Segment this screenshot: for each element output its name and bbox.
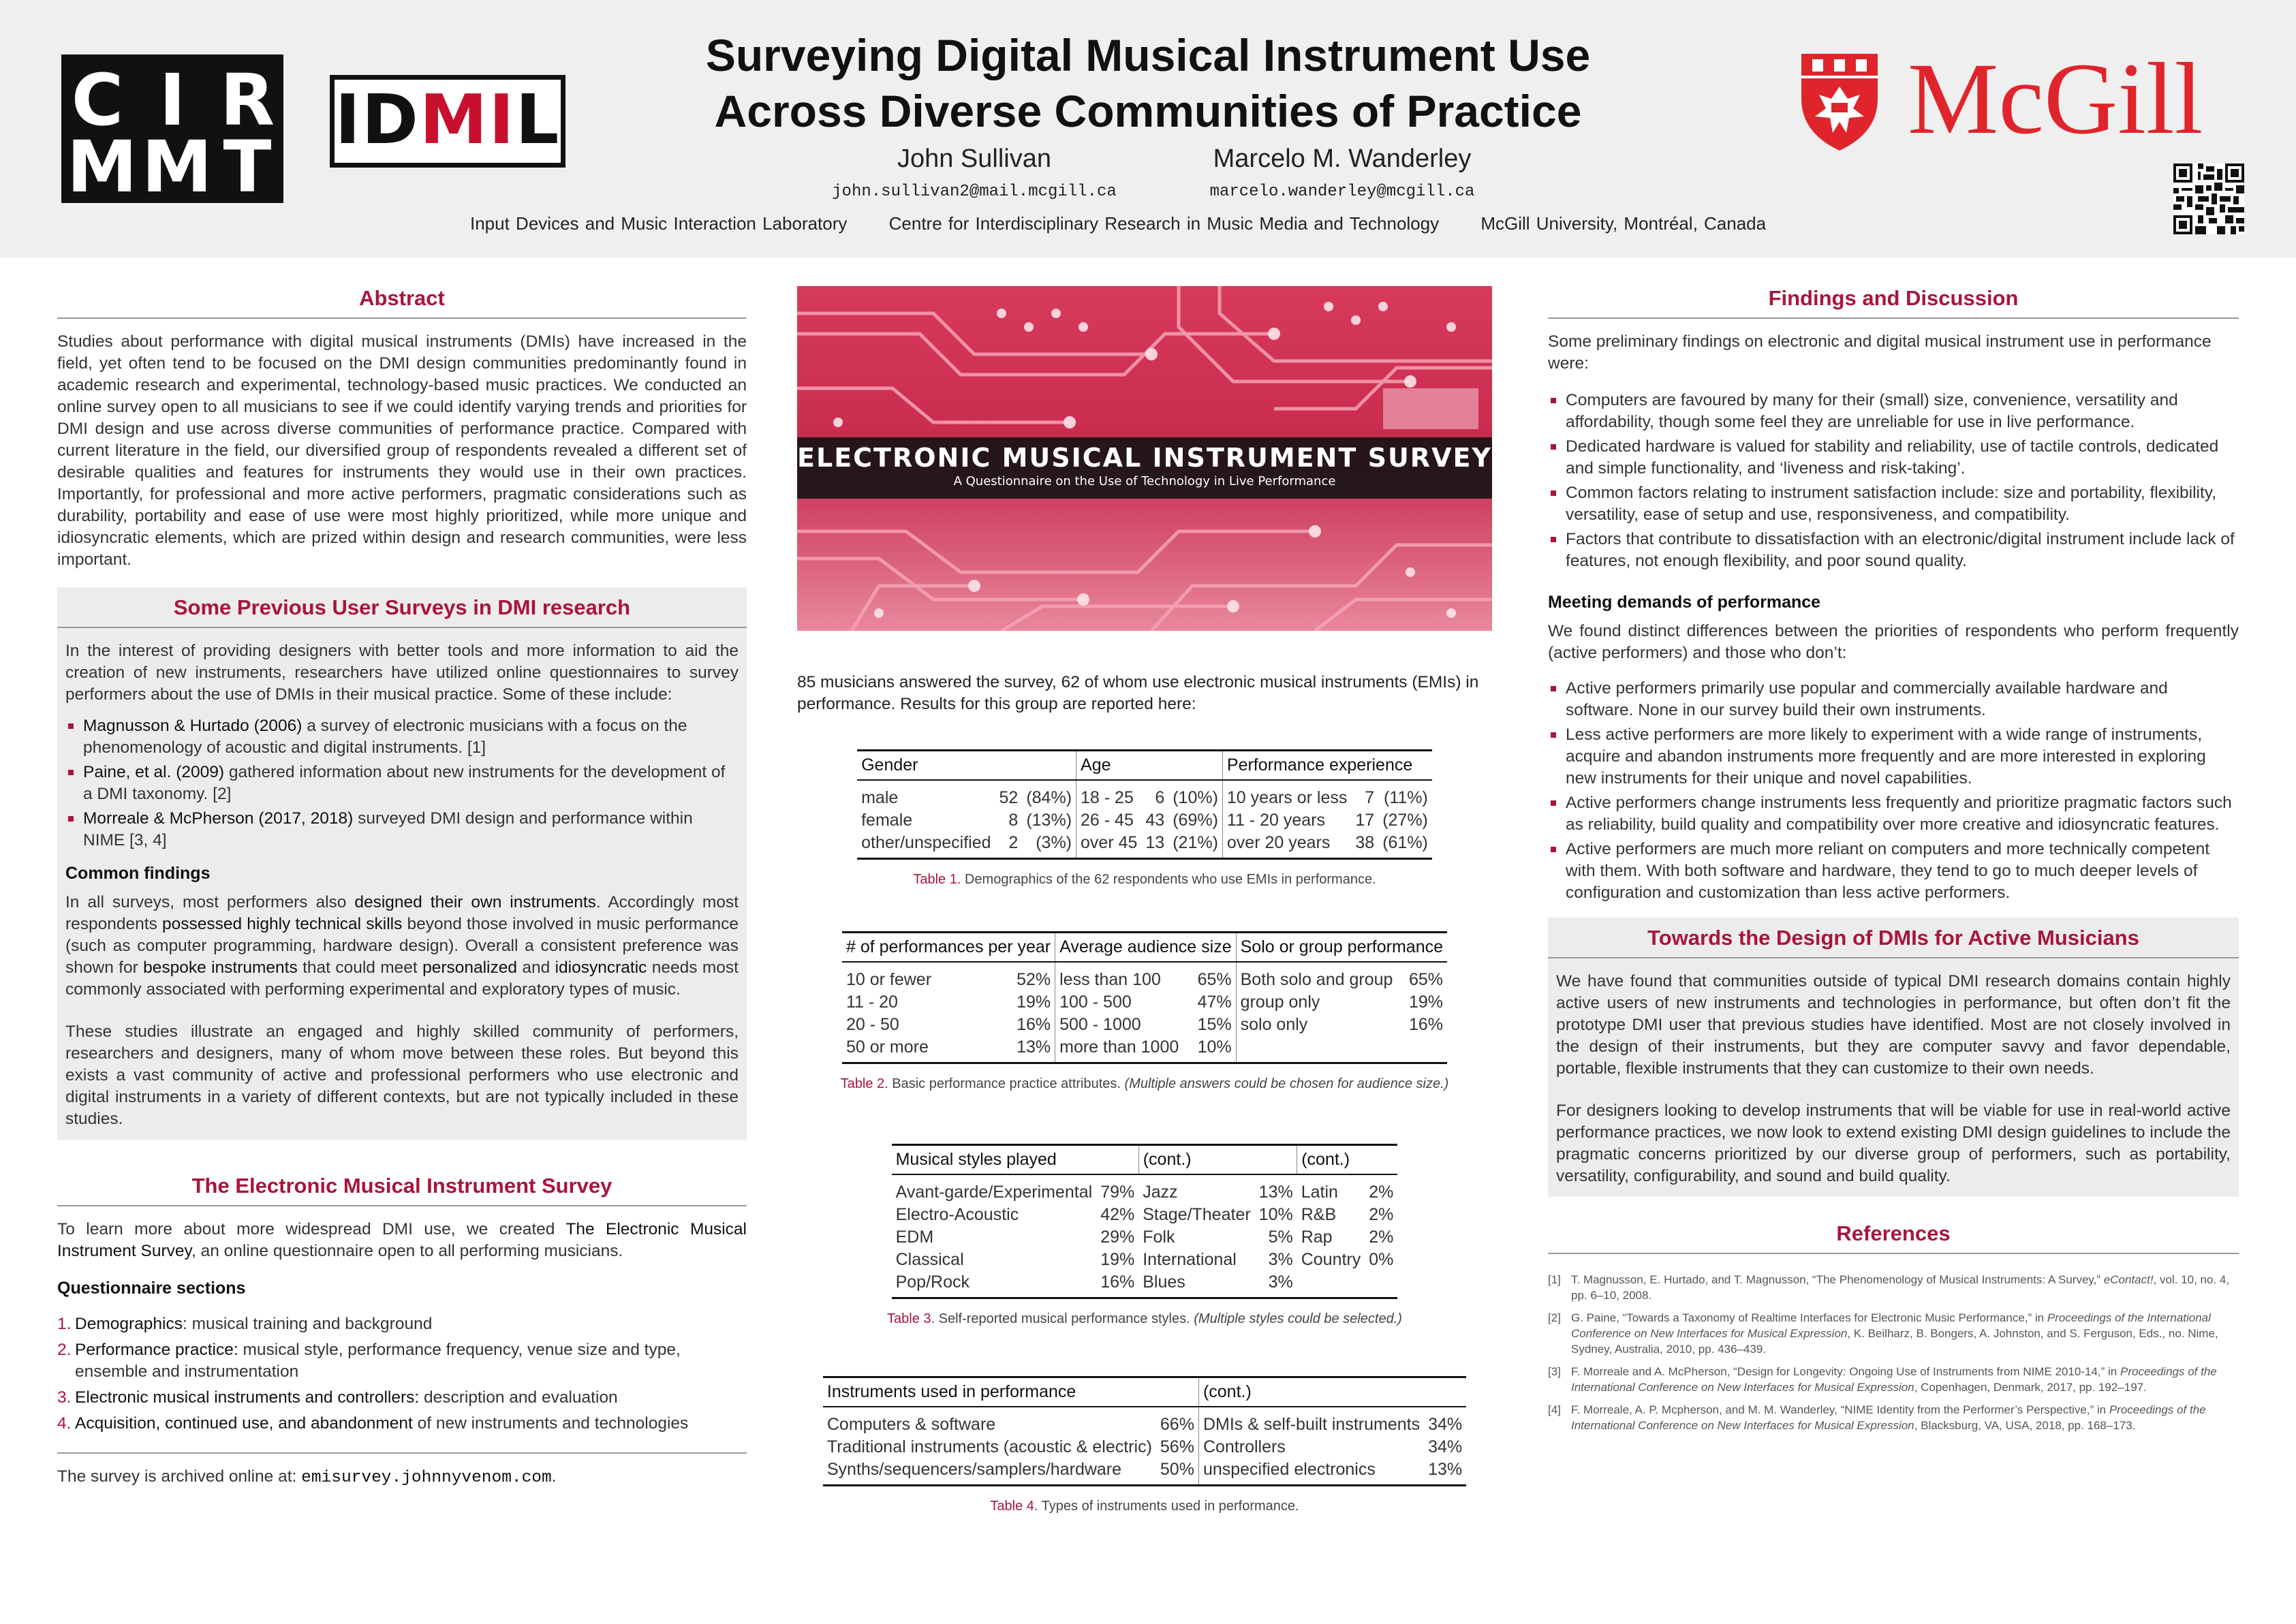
towards-paragraph: For designers looking to develop instruments that will be viable for use in real-world active performance practices, we now look to extend existing DMI design guidelines to include the pragmatic concerns prioritized by our diverse group of performers, such as portability, versatility, configurability, and sound and build quality. xyxy=(1556,1102,2231,1185)
list-item: Computers are favoured by many for their (small) size, convenience, versatility and affordability, though some feel they are unreliable for use in live performance. xyxy=(1548,390,2239,433)
section-title: Abstract xyxy=(57,286,747,319)
table-row: female 8 (13%) 26 - 45 43 (69%) 11 - 20 years 17 (27%) xyxy=(857,809,1432,832)
table-row: 11 - 20 19% 100 - 500 47% group only 19% xyxy=(842,991,1447,1014)
mcgill-wordmark: McGill xyxy=(1908,42,2203,155)
author-email: john.sullivan2@mail.mcgill.ca xyxy=(832,183,1117,201)
table-header: (cont.) xyxy=(1198,1377,1466,1407)
references-section xyxy=(1548,1221,2239,1433)
list-item: Dedicated hardware is valued for stability and reliability, use of tactile controls, dedicated and simple functionality, and ‘liveness and risk-taking’. xyxy=(1548,436,2239,480)
archive-link[interactable]: emisurvey.johnnyvenom.com xyxy=(301,1469,552,1487)
section-title: References xyxy=(1548,1221,2239,1254)
abstract-text: Studies about performance with digital musical instruments (DMIs) have increased in the field, yet often tend to be focused on the DMI design communities predominantly found in academic research and experimental, technology-based music practices. We conducted an online survey open to all musicians to see if we could identify varying trends and priorities for DMI design and use across diverse communities of performance practice. Compared with current literature in the field, our diversified group of respondents revealed a different set of desirable qualities and features for instruments they would use in their own practices. Importantly, for professional and more active performers, pragmatic considerations such as durability, portability and ease of use were most highly prioritized, while more unique and idiosyncratic elements, which are prized within design and research communities, were less important. xyxy=(57,332,747,569)
affiliation: Centre for Interdisciplinary Research in Music Media and Technology xyxy=(888,213,1440,234)
table-caption: Table 3. Self-reported musical performance styles. (Multiple styles could be selected.) xyxy=(887,1311,1402,1326)
table-row: Traditional instruments (acoustic & electric) 56% Controllers 34% xyxy=(823,1436,1466,1458)
list-item: 3. Electronic musical instruments and controllers: description and evaluation xyxy=(57,1388,618,1407)
common-findings-title: Common findings xyxy=(65,864,211,883)
list-item: Common factors relating to instrument satisfaction include: size and portability, flexibility, versatility, ease of setup and use, responsiveness, and compatibility. xyxy=(1548,482,2239,526)
table-4 xyxy=(823,1376,1466,1486)
survey-archive: The survey is archived online at: emisurvey.johnnyvenom.com. xyxy=(57,1452,747,1489)
reference-item: [3] F. Morreale and A. McPherson, “Design for Longevity: Ongoing Use of Instruments from NIME 2010-14,” in Proceedings of the International Conference on New Interfaces for Musical Expression, Copenhagen, Denmark, 2017, pp. 192–197. xyxy=(1548,1365,2217,1394)
questionnaire-list xyxy=(57,1313,747,1435)
table-2 xyxy=(842,931,1447,1064)
questionnaire-title: Questionnaire sections xyxy=(57,1279,246,1298)
towards-paragraph: We have found that communities outside of typical DMI research domains contain highly active users of new instruments and technologies in performance, but often don’t fit the prototype DMI user that previous studies have identified. Most are not closely involved in the design of their instruments, but they are computer savvy and favor dependable, portable, flexible instruments that they can customize to their own needs. xyxy=(1556,972,2231,1078)
findings-list xyxy=(1548,390,2239,572)
list-item: Factors that contribute to dissatisfaction with an electronic/digital instrument include lack of features, not enough flexibility, and poor sound quality. xyxy=(1548,529,2239,572)
title-line-2: Across Diverse Communities of Practice xyxy=(714,86,1582,136)
survey-banner-title: ELECTRONIC MUSICAL INSTRUMENT SURVEY xyxy=(797,443,1492,473)
cirmmt-letter: C xyxy=(71,59,124,142)
table-row: 50 or more 13% more than 1000 10% xyxy=(842,1036,1447,1063)
previous-closing: These studies illustrate an engaged and highly skilled community of performers, researchers and designers, many of whom move between these roles. But beyond this exists a vast community of active and professional performers who use electronic and digital instruments in a variety of different contexts, but are not typically included in these studies. xyxy=(65,1022,739,1128)
findings-section xyxy=(1548,286,2239,904)
table-header: Instruments used in performance xyxy=(823,1377,1199,1407)
survey-banner-overlay xyxy=(797,437,1492,499)
cirmmt-letter: M xyxy=(142,125,213,208)
survey-intro: To learn more about more widespread DMI use, we created The Electronic Musical Instrument Survey, an online questionnaire open to all performing musicians. xyxy=(57,1220,747,1260)
table-header: Gender xyxy=(857,751,1076,781)
title-line-1: Surveying Digital Musical Instrument Use xyxy=(705,30,1591,80)
table-2-block xyxy=(797,931,1492,1092)
list-item: Less active performers are more likely to experiment with a wide range of instruments, acquire and abandon instruments more frequently and are more interested in exploring new instruments for their unique and novel capabilities. xyxy=(1548,724,2239,790)
table-row: Classical 19% International 3% Country 0% xyxy=(895,1250,1394,1269)
list-item: Active performers change instruments less frequently and prioritize pragmatic factors such as reliability, build quality and compatibility over more creative and idiosyncratic features. xyxy=(1548,792,2239,836)
previous-surveys-section xyxy=(57,587,747,1140)
qr-code-icon[interactable] xyxy=(2173,163,2244,234)
towards-design-section xyxy=(1548,918,2239,1197)
column-center xyxy=(797,286,1492,1514)
affiliation: Input Devices and Music Interaction Laboratory xyxy=(470,213,848,234)
section-title: The Electronic Musical Instrument Survey xyxy=(57,1174,747,1206)
table-row: Avant-garde/Experimental 79% Jazz 13% Latin 2% xyxy=(895,1183,1394,1202)
table-header: Performance experience xyxy=(1222,751,1431,781)
meeting-demands-list xyxy=(1548,678,2239,904)
list-item: Morreale & McPherson (2017, 2018) surveyed DMI design and performance within NIME [3, 4] xyxy=(65,808,739,852)
list-item: Active performers primarily use popular and commercially available hardware and software. None in our survey build their own instruments. xyxy=(1548,678,2239,721)
table-3-block xyxy=(797,1144,1492,1327)
table-header: # of performances per year xyxy=(842,933,1055,963)
survey-section xyxy=(57,1174,747,1489)
poster-header xyxy=(0,0,2296,257)
table-1-block xyxy=(797,749,1492,888)
table-header: (cont.) xyxy=(1297,1145,1398,1175)
reference-item: [1] T. Magnusson, E. Hurtado, and T. Magnusson, “The Phenomenology of Musical Instruments: A Survey,” eContact!, vol. 10, no. 4, pp. 6–10, 2008. xyxy=(1548,1273,2230,1302)
mcgill-shield-icon xyxy=(1799,51,1880,153)
table-row: other/unspecified 2 (3%) over 45 13 (21%) over 20 years 38 (61%) xyxy=(857,832,1432,859)
meeting-demands-title: Meeting demands of performance xyxy=(1548,593,1821,612)
cirmmt-letter: T xyxy=(223,125,272,208)
table-row: 20 - 50 16% 500 - 1000 15% solo only 16% xyxy=(842,1014,1447,1036)
author-name: Marcelo M. Wanderley xyxy=(1213,144,1472,173)
table-caption: Table 4. Types of instruments used in performance. xyxy=(990,1499,1299,1514)
list-item: Active performers are much more reliant on computers and more technically competent with them. With both software and hardware, they tend to go to much deeper levels of configuration and customization than less active performers. xyxy=(1548,839,2239,904)
list-item: Paine, et al. (2009) gathered information about new instruments for the development of a DMI taxonomy. [2] xyxy=(65,762,739,805)
table-1 xyxy=(857,749,1432,860)
column-right xyxy=(1548,286,2239,1440)
table-caption: Table 1. Demographics of the 62 respondents who use EMIs in performance. xyxy=(913,872,1376,887)
table-row: EDM 29% Folk 5% Rap 2% xyxy=(895,1228,1394,1247)
results-intro: 85 musicians answered the survey, 62 of whom use electronic musical instruments (EMIs) in performance. Results for this group are reported here: xyxy=(797,673,1479,713)
table-row: 10 or fewer 52% less than 100 65% Both solo and group 65% xyxy=(842,962,1447,991)
section-title: Towards the Design of DMIs for Active Musicians xyxy=(1548,926,2239,958)
section-title: Findings and Discussion xyxy=(1548,286,2239,319)
table-row: Computers & software 66% DMIs & self-built instruments 34% xyxy=(823,1407,1466,1436)
survey-banner-image xyxy=(797,286,1492,631)
list-item: 4. Acquisition, continued use, and abandonment of new instruments and technologies xyxy=(57,1414,689,1433)
common-findings-text: In all surveys, most performers also designed their own instruments. Accordingly most respondents possessed highly technical skills beyond those involved in music performance (such as computer programming, hardware design). Overall a consistent preference was shown for bespoke instruments that could meet personalized and idiosyncratic needs most commonly associated with performing experimental and exploratory types of music. xyxy=(65,893,739,999)
list-item: Magnusson & Hurtado (2006) a survey of electronic musicians with a focus on the phenomenology of acoustic and digital instruments. [1] xyxy=(65,715,739,759)
poster-title xyxy=(586,27,1710,139)
cirmmt-letter: M xyxy=(67,125,138,208)
table-row: male 52 (84%) 18 - 25 6 (10%) 10 years or less 7 (11%) xyxy=(857,780,1432,809)
cirmmt-logo xyxy=(61,54,283,208)
survey-banner-subtitle: A Questionnaire on the Use of Technology in Live Performance xyxy=(953,474,1336,488)
table-row: Synths/sequencers/samplers/hardware 50% unspecified electronics 13% xyxy=(823,1458,1466,1486)
cirmmt-letter: R xyxy=(219,59,275,142)
affiliations xyxy=(470,213,1833,234)
table-3 xyxy=(892,1144,1398,1299)
affiliation: McGill University, Montréal, Canada xyxy=(1480,213,1767,234)
abstract-section xyxy=(57,286,747,571)
table-4-block xyxy=(797,1376,1492,1514)
author-name: John Sullivan xyxy=(897,144,1052,173)
table-header: (cont.) xyxy=(1138,1145,1297,1175)
section-title: Some Previous User Surveys in DMI research xyxy=(57,595,747,628)
previous-survey-list xyxy=(65,715,739,852)
author-email: marcelo.wanderley@mcgill.ca xyxy=(1209,183,1475,201)
meeting-demands-intro: We found distinct differences between the priorities of respondents who perform frequently (active performers) and those who don’t: xyxy=(1548,622,2239,662)
table-header: Age xyxy=(1076,751,1223,781)
table-row: Pop/Rock 16% Blues 3% xyxy=(892,1271,1398,1298)
findings-intro: Some preliminary findings on electronic and digital musical instrument use in performance were: xyxy=(1548,332,2212,373)
table-header: Solo or group performance xyxy=(1236,933,1447,963)
table-header: Average audience size xyxy=(1055,933,1237,963)
column-left xyxy=(57,286,747,1489)
table-caption: Table 2. Basic performance practice attributes. (Multiple answers could be chosen for audience size.) xyxy=(840,1076,1449,1091)
reference-item: [2] G. Paine, “Towards a Taxonomy of Realtime Interfaces for Electronic Music Performance,” in Proceedings of the International Conference on New Interfaces for Musical Expression, K. Beilharz, B. Bongers, A. Johnston, and S. Ferguson, Eds., no. Nime, Sydney, Australia, 2010, pp. 436–439. xyxy=(1548,1311,2218,1356)
idmil-logo: IDMIL xyxy=(330,75,565,168)
list-item: 1. Demographics: musical training and background xyxy=(57,1315,433,1333)
list-item: 2. Performance practice: musical style, performance frequency, venue size and type, ensemble and instrumentation xyxy=(57,1341,681,1381)
previous-intro: In the interest of providing designers with better tools and more information to aid the creation of new instruments, researchers have utilized online questionnaires to survey performers about the use of DMIs in their musical practice. Some of these include: xyxy=(65,642,739,704)
table-header: Musical styles played xyxy=(892,1145,1139,1175)
table-row: Electro-Acoustic 42% Stage/Theater 10% R&B 2% xyxy=(895,1205,1394,1224)
cirmmt-letter: I xyxy=(159,59,186,142)
reference-item: [4] F. Morreale, A. P. Mcpherson, and M. M. Wanderley, “NIME Identity from the Performer’s Perspective,” in Proceedings of the International Conference on New Interfaces for Musical Expression, Blacksburg, VA, USA, 2018, pp. 168–173. xyxy=(1548,1403,2206,1432)
